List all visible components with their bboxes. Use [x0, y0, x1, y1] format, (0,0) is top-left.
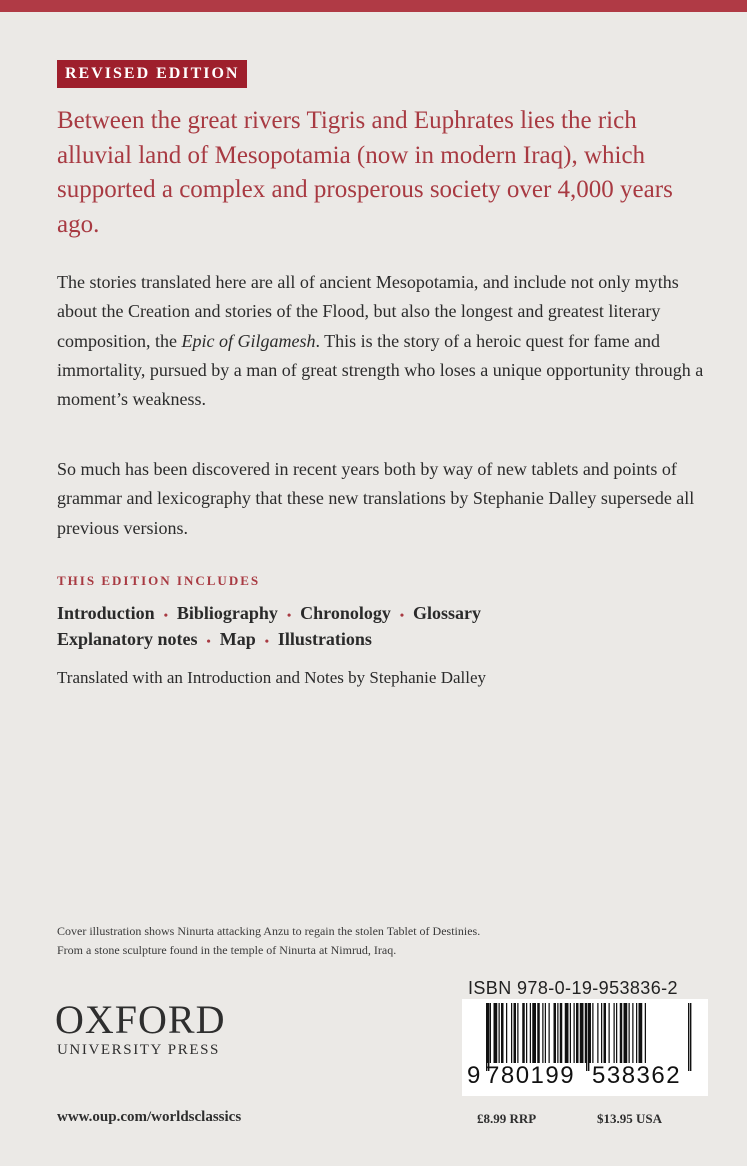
includes-heading: THIS EDITION INCLUDES [57, 573, 261, 588]
includes-item: Glossary [413, 603, 482, 623]
price-us: $13.95 USA [597, 1111, 663, 1126]
publisher-subtitle: UNIVERSITY PRESS [57, 1042, 220, 1058]
includes-item: Introduction [57, 603, 155, 623]
bullet-icon: • [286, 607, 292, 622]
translator-credit: Translated with an Introduction and Notes by Stephanie Dalley [57, 668, 487, 687]
includes-list-line-1 [57, 600, 481, 628]
isbn-label: ISBN 978-0-19-953836-2 [468, 978, 678, 998]
description-paragraph-2: So much has been discovered in recent years both by way of new tablets and points of grammar and lexicography that these new translations by Stephanie Dalley supersede all previous versions. [57, 459, 695, 538]
includes-item: Chronology [300, 603, 391, 623]
description-text: The stories translated here are all of ancient Mesopotamia, and include not only myths about the Creation and stories of the Flood, but also the longest and greatest literary composition, the [57, 272, 679, 351]
includes-item: Illustrations [277, 629, 372, 649]
cover-caption [57, 922, 480, 960]
epic-title: Epic of Gilgamesh [181, 330, 316, 351]
publisher-logo: OXFORD [55, 997, 226, 1042]
includes-list-line-2 [57, 626, 372, 654]
cover-caption-line: Cover illustration shows Ninurta attacking Anzu to regain the stolen Tablet of Destinies. [57, 924, 481, 938]
intro-text: Between the great rivers Tigris and Euphrates lies the rich alluvial land of Mesopotamia (now in modern Iraq), which supported a complex and prosperous society over 4,000 years ago. [57, 107, 673, 238]
includes-item: Explanatory notes [57, 629, 198, 649]
barcode-digit-lead: 9 [467, 1062, 481, 1089]
barcode [462, 999, 708, 1096]
bullet-icon: • [163, 607, 168, 622]
barcode-digits-left: 780199 [486, 1062, 576, 1089]
barcode-digits-right: 538362 [592, 1062, 682, 1089]
bullet-icon: • [399, 607, 405, 622]
edition-badge: REVISED EDITION [57, 60, 247, 88]
publisher-url: www.oup.com/worldsclassics [57, 1109, 242, 1125]
includes-item: Bibliography [176, 603, 278, 623]
description-text: . This is the story of a heroic quest for fame and immortality, pursued by a man of great strength who loses a unique opportunity through a moment’s weakness. [57, 330, 704, 410]
top-color-band [0, 0, 747, 12]
includes-item: Map [219, 629, 256, 649]
bullet-icon: • [264, 633, 269, 648]
description-paragraph-1 [57, 268, 722, 414]
bullet-icon: • [206, 633, 211, 648]
cover-caption-line: From a stone sculpture found in the temple of Ninurta at Nimrud, Iraq. [57, 943, 397, 957]
price-uk: £8.99 RRP [477, 1111, 537, 1126]
